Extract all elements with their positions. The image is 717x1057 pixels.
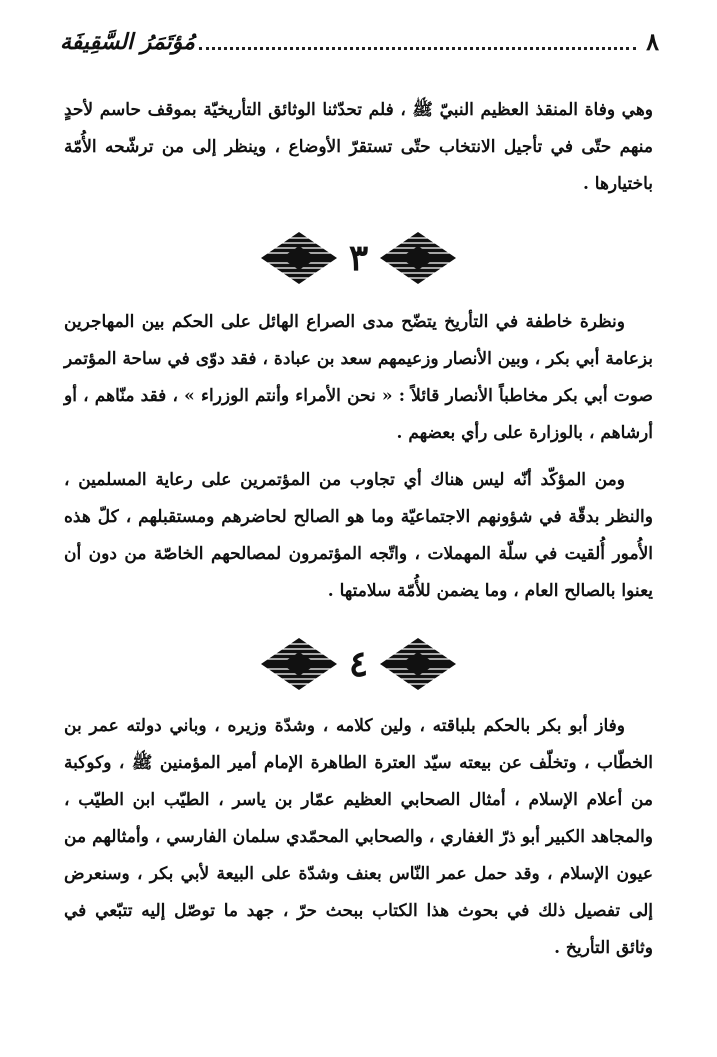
running-title: مُؤتَمَرُ السَّقِيفَة <box>60 29 195 55</box>
paragraph-4: وفاز أبو بكر بالحكم بلباقته ، ولين كلامه ، وشدّة وزيره ، وباني دولته عمر بن الخطّاب ، وتخلّف عن بيعته سيّد العترة الطاهرة الإمام أمير المؤمنين ﷺ ، وكوكبة من أعلام الإسلام ، أمثال الصحابي العظيم عمّار بن ياسر ، الطيّب ابن الطيّب ، والمجاهد الكبير أبو ذرّ الغفاري ، والصحابي المحمّدي سلمان الفارسي ، وأمثالهم من عيون الإسلام ، وقد حمل عمر النّاس بعنف وشدّة على البيعة لأبي بكر ، وسنعرض إلى تفصيل ذلك في بحوث هذا الكتاب ببحث حرّ ، جهد ما توصّل إليه تتبّعي في وثائق التأريخ . <box>64 716 653 958</box>
section-number: ٤ <box>348 643 369 685</box>
paragraph-2: ونظرة خاطفة في التأريخ يتضّح مدى الصراع الهائل على الحكم بين المهاجرين بزعامة أبي بكر ، وبين الأنصار وزعيمهم سعد بن عبادة ، فقد دوّى في ساحة المؤتمر صوت أبي بكر مخاطباً الأنصار قائلاً : « نحن الأمراء وأنتم الوزراء » ، فقد منّاهم ، أو أرشاهم ، بالوزارة على رأي بعضهم . <box>64 312 653 443</box>
section-divider-4 <box>0 632 717 696</box>
paragraph-1: وهي وفاة المنقذ العظيم النبيّ ﷺ ، فلم تحدّثنا الوثائق التأريخيّة بموقف حاسم لأحدٍ منهم حتّى في تأجيل الانتخاب حتّى تستقرّ الأوضاع ، وينظر إلى من ترشّحه الأُمّة باختيارها . <box>64 100 653 194</box>
header-dotted-leader <box>199 47 636 50</box>
section-number: ٣ <box>348 237 369 279</box>
diamond-ornament-icon <box>378 230 458 286</box>
diamond-ornament-icon <box>259 636 339 692</box>
section-divider-3 <box>0 226 717 290</box>
diamond-ornament-icon <box>259 230 339 286</box>
diamond-ornament-icon <box>378 636 458 692</box>
paragraph-3: ومن المؤكّد أنّه ليس هناك أي تجاوب من المؤتمرين على رعاية المسلمين ، والنظر بدقّة في شؤونهم الاجتماعيّة وما هو الصالح لحاضرهم ومستقبلهم ، كلّ هذه الأُمور أُلقيت في سلّة المهملات ، واتّجه المؤتمرون لمصالحهم الخاصّة من دون أن يعنوا بالصالح العام ، وما يضمن للأُمّة سلامتها . <box>64 470 653 601</box>
page-number: ٨ <box>646 27 659 56</box>
page-header <box>60 22 659 62</box>
